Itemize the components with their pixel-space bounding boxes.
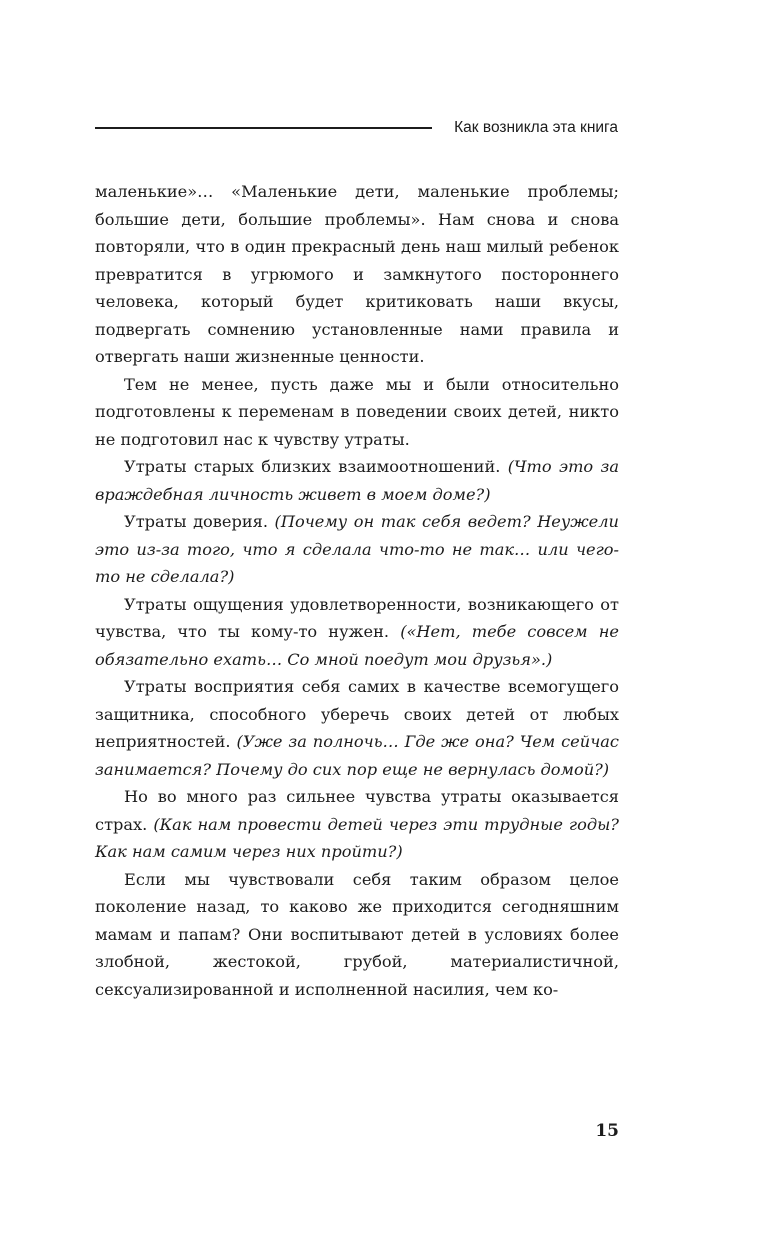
paragraph bbox=[95, 178, 619, 371]
paragraph-text: Утраты доверия. bbox=[124, 512, 275, 531]
paragraph bbox=[95, 866, 619, 1004]
paragraph-italic-aside: (Как нам провести детей через эти трудные годы? Как нам самим через них пройти?) bbox=[95, 814, 619, 861]
paragraph bbox=[95, 453, 619, 508]
paragraph-text: маленькие»… «Маленькие дети, маленькие проблемы; большие дети, большие проблемы». Нам снова и снова повторяли, что в один прекрасный день наш милый ребенок превратится в угрюмого и замкнутого постороннего человека, который будет критиковать наши вкусы, подвергать сомнению установленные нами правила и отвергать наши жизненные ценности. bbox=[95, 182, 619, 366]
page-number: 15 bbox=[595, 1121, 619, 1141]
paragraph-text: Утраты ощущения удовлетворенности, возникающего от чувства, что ты кому-то нужен. bbox=[95, 594, 619, 641]
header-rule bbox=[95, 127, 432, 129]
paragraph bbox=[95, 673, 619, 783]
paragraph-text: Утраты старых близких взаимоотношений. bbox=[124, 457, 508, 476]
paragraph bbox=[95, 783, 619, 866]
paragraph-italic-aside: (Уже за полночь… Где же она? Чем сейчас занимается? Почему до сих пор еще не вернулась домой?) bbox=[95, 732, 619, 779]
body-text bbox=[95, 178, 619, 1003]
running-header bbox=[95, 117, 618, 139]
paragraph-text: Тем не менее, пусть даже мы и были относительно подготовлены к переменам в поведении своих детей, никто не подготовил нас к чувству утраты. bbox=[95, 374, 619, 449]
paragraph bbox=[95, 508, 619, 591]
paragraph-italic-aside: (Почему он так себя ведет? Неужели это из-за того, что я сделала что-то не так… или чего-то не сделала?) bbox=[95, 512, 619, 586]
running-header-title: Как возникла эта книга bbox=[454, 119, 618, 136]
paragraph-italic-aside: («Нет, тебе совсем не обязательно ехать… Со мной поедут мои друзья».) bbox=[95, 622, 620, 669]
paragraph-text: Утраты восприятия себя самих в качестве всемогущего защитника, способного уберечь своих детей от любых неприятностей. bbox=[95, 677, 619, 751]
paragraph bbox=[95, 591, 619, 674]
paragraph-text: Если мы чувствовали себя таким образом целое поколение назад, то каково же приходится сегодняшним мамам и папам? Они воспитывают детей в условиях более злобной, жестокой, грубой, материалистичной, сексуализированной и исполненной насилия, чем ко- bbox=[95, 869, 619, 999]
paragraph-text: Но во много раз сильнее чувства утраты оказывается страх. bbox=[95, 787, 619, 834]
paragraph bbox=[95, 371, 619, 454]
paragraph-italic-aside: (Что это за враждебная личность живет в моем доме?) bbox=[95, 457, 619, 504]
